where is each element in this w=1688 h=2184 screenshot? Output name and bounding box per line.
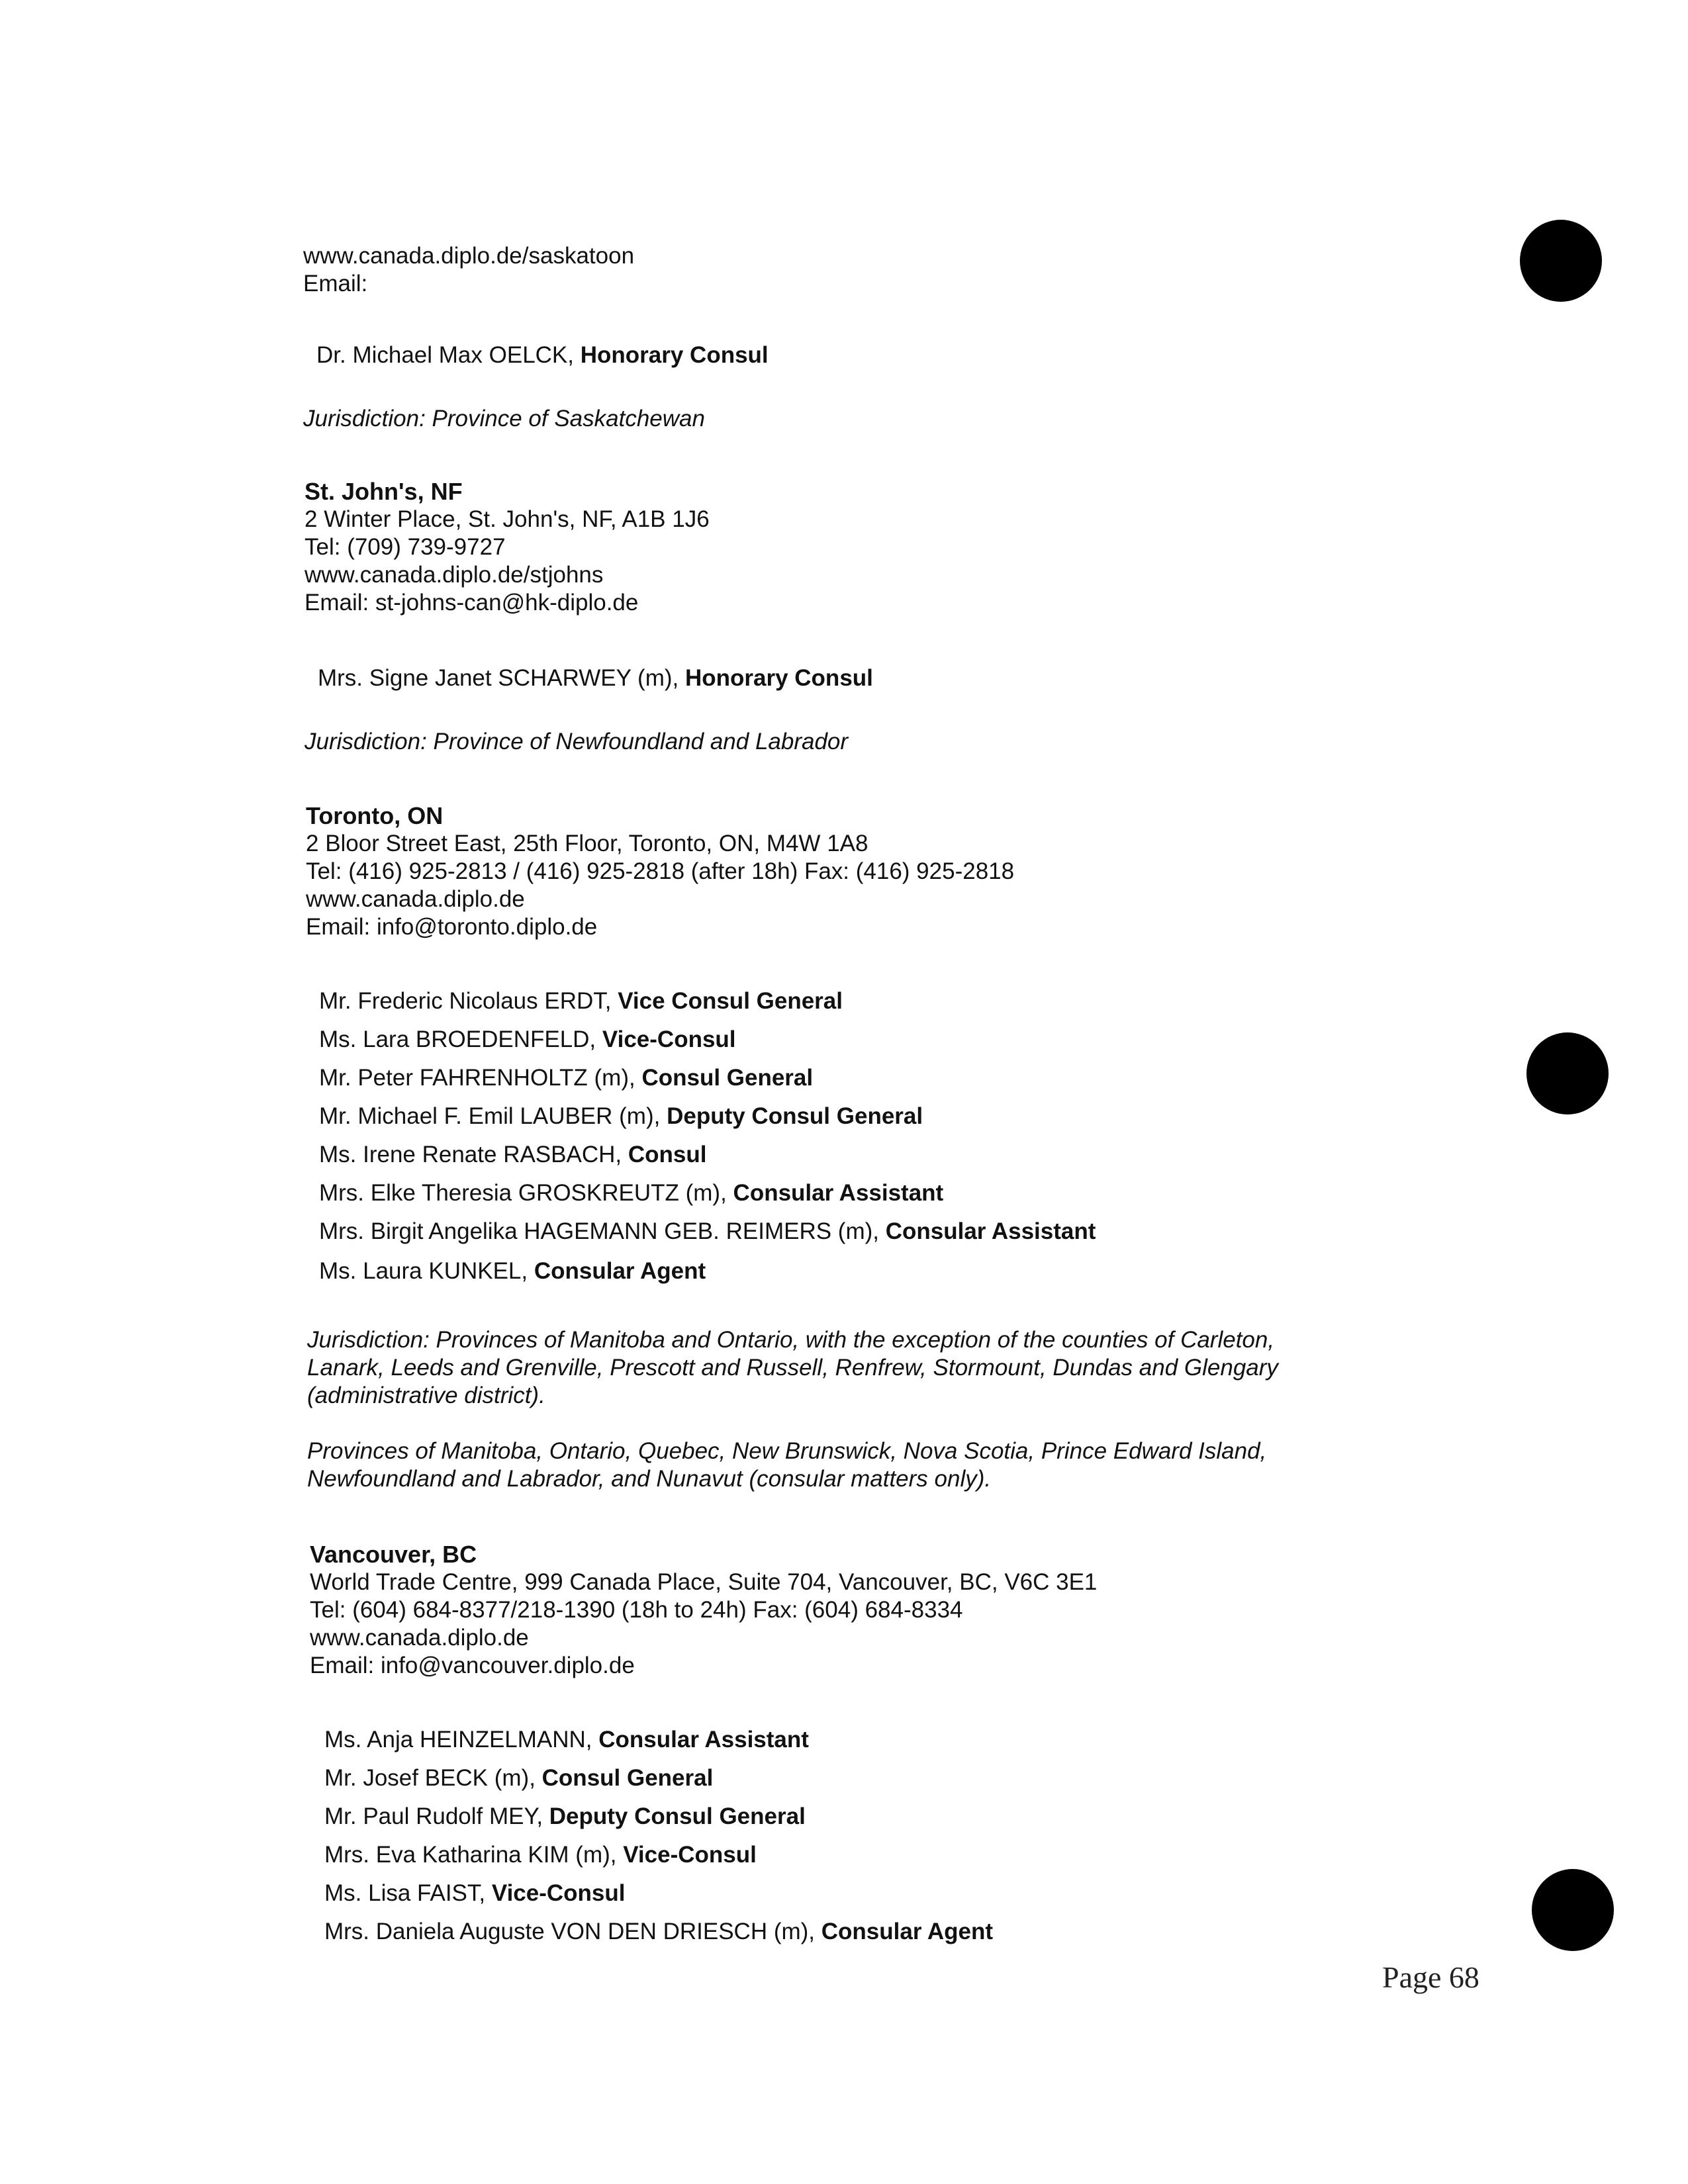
vancouver-staff-5 <box>324 1918 993 1946</box>
toronto-staff-1 <box>319 1026 736 1054</box>
toronto-heading: Toronto, ON <box>306 802 444 829</box>
toronto-staff-6 <box>319 1218 1096 1246</box>
page-number: Page 68 <box>1382 1960 1479 1994</box>
punch-hole-middle <box>1526 1032 1609 1115</box>
staff-name: Mrs. Signe Janet SCHARWEY (m), <box>318 665 685 691</box>
staff-title: Vice Consul General <box>618 988 843 1014</box>
vancouver-staff-1 <box>324 1764 713 1792</box>
vancouver-staff-0 <box>324 1726 809 1754</box>
saskatoon-email: Email: <box>303 271 368 296</box>
stjohns-jurisdiction: Jurisdiction: Province of Newfoundland and Labrador <box>305 729 849 754</box>
staff-name: Ms. Anja HEINZELMANN, <box>324 1727 599 1752</box>
staff-name: Mr. Frederic Nicolaus ERDT, <box>319 988 618 1014</box>
staff-name: Ms. Lara BROEDENFELD, <box>319 1026 602 1052</box>
vancouver-heading: Vancouver, BC <box>310 1541 477 1568</box>
staff-title: Consul <box>628 1142 707 1167</box>
staff-name: Mrs. Eva Katharina KIM (m), <box>324 1842 624 1868</box>
toronto-jurisdiction2-line-1: Provinces of Manitoba, Ontario, Quebec, New Brunswick, Nova Scotia, Prince Edward Island, <box>307 1438 1267 1464</box>
staff-name: Ms. Lisa FAIST, <box>324 1880 492 1906</box>
staff-name: Mrs. Birgit Angelika HAGEMANN GEB. REIMERS (m), <box>319 1218 886 1244</box>
staff-name: Ms. Irene Renate RASBACH, <box>319 1142 628 1167</box>
staff-name: Mr. Josef BECK (m), <box>324 1765 542 1791</box>
staff-title: Honorary Consul <box>684 665 873 691</box>
staff-title: Consular Assistant <box>885 1218 1096 1244</box>
staff-title: Deputy Consul General <box>549 1803 806 1829</box>
punch-hole-top <box>1520 220 1602 302</box>
toronto-jurisdiction-line-2: Lanark, Leeds and Grenville, Prescott and Russell, Renfrew, Stormount, Dundas and Glengary <box>307 1355 1278 1381</box>
staff-title: Consul General <box>541 1765 714 1791</box>
staff-title: Honorary Consul <box>580 342 769 368</box>
staff-title: Vice-Consul <box>602 1026 736 1052</box>
toronto-staff-0 <box>319 987 843 1015</box>
vancouver-staff-2 <box>324 1803 806 1831</box>
stjohns-staff-0 <box>318 664 873 692</box>
vancouver-web: www.canada.diplo.de <box>310 1625 529 1651</box>
toronto-jurisdiction-line-3: (administrative district). <box>307 1383 545 1408</box>
stjohns-tel: Tel: (709) 739-9727 <box>305 534 506 560</box>
toronto-address: 2 Bloor Street East, 25th Floor, Toronto, ON, M4W 1A8 <box>306 831 868 856</box>
staff-title: Vice-Consul <box>623 1842 757 1868</box>
stjohns-heading: St. John's, NF <box>305 478 463 505</box>
toronto-staff-2 <box>319 1064 813 1092</box>
vancouver-email: Email: info@vancouver.diplo.de <box>310 1653 635 1678</box>
stjohns-address: 2 Winter Place, St. John's, NF, A1B 1J6 <box>305 506 710 532</box>
toronto-staff-4 <box>319 1141 706 1169</box>
staff-title: Consular Assistant <box>598 1727 809 1752</box>
saskatoon-jurisdiction: Jurisdiction: Province of Saskatchewan <box>303 406 705 432</box>
staff-title: Vice-Consul <box>491 1880 626 1906</box>
vancouver-tel: Tel: (604) 684-8377/218-1390 (18h to 24h) Fax: (604) 684-8334 <box>310 1597 963 1623</box>
vancouver-address: World Trade Centre, 999 Canada Place, Suite 704, Vancouver, BC, V6C 3E1 <box>310 1569 1098 1595</box>
staff-name: Mr. Peter FAHRENHOLTZ (m), <box>319 1065 642 1091</box>
toronto-staff-5 <box>319 1179 943 1207</box>
toronto-jurisdiction-line-1: Jurisdiction: Provinces of Manitoba and Ontario, with the exception of the counties of Carleton, <box>307 1327 1275 1353</box>
toronto-staff-3 <box>319 1103 923 1130</box>
toronto-tel: Tel: (416) 925-2813 / (416) 925-2818 (after 18h) Fax: (416) 925-2818 <box>306 858 1015 884</box>
stjohns-web: www.canada.diplo.de/stjohns <box>305 562 604 588</box>
staff-title: Consular Agent <box>534 1258 706 1284</box>
staff-title: Consular Assistant <box>733 1180 944 1206</box>
staff-name: Mr. Paul Rudolf MEY, <box>324 1803 549 1829</box>
staff-title: Consul General <box>641 1065 814 1091</box>
staff-title: Deputy Consul General <box>667 1103 923 1129</box>
toronto-web: www.canada.diplo.de <box>306 886 525 912</box>
staff-name: Mr. Michael F. Emil LAUBER (m), <box>319 1103 667 1129</box>
punch-hole-bottom <box>1532 1869 1614 1951</box>
stjohns-email: Email: st-johns-can@hk-diplo.de <box>305 590 639 615</box>
staff-name: Mrs. Elke Theresia GROSKREUTZ (m), <box>319 1180 733 1206</box>
staff-title: Consular Agent <box>821 1919 994 1944</box>
staff-name: Dr. Michael Max OELCK, <box>316 342 581 368</box>
vancouver-staff-3 <box>324 1841 757 1869</box>
saskatoon-staff-0 <box>316 341 769 369</box>
staff-name: Ms. Laura KUNKEL, <box>319 1258 534 1284</box>
toronto-jurisdiction2-line-2: Newfoundland and Labrador, and Nunavut (consular matters only). <box>307 1466 992 1492</box>
vancouver-staff-4 <box>324 1880 626 1907</box>
staff-name: Mrs. Daniela Auguste VON DEN DRIESCH (m), <box>324 1919 821 1944</box>
toronto-email: Email: info@toronto.diplo.de <box>306 914 598 940</box>
toronto-staff-7 <box>319 1257 706 1285</box>
saskatoon-web: www.canada.diplo.de/saskatoon <box>303 243 635 269</box>
